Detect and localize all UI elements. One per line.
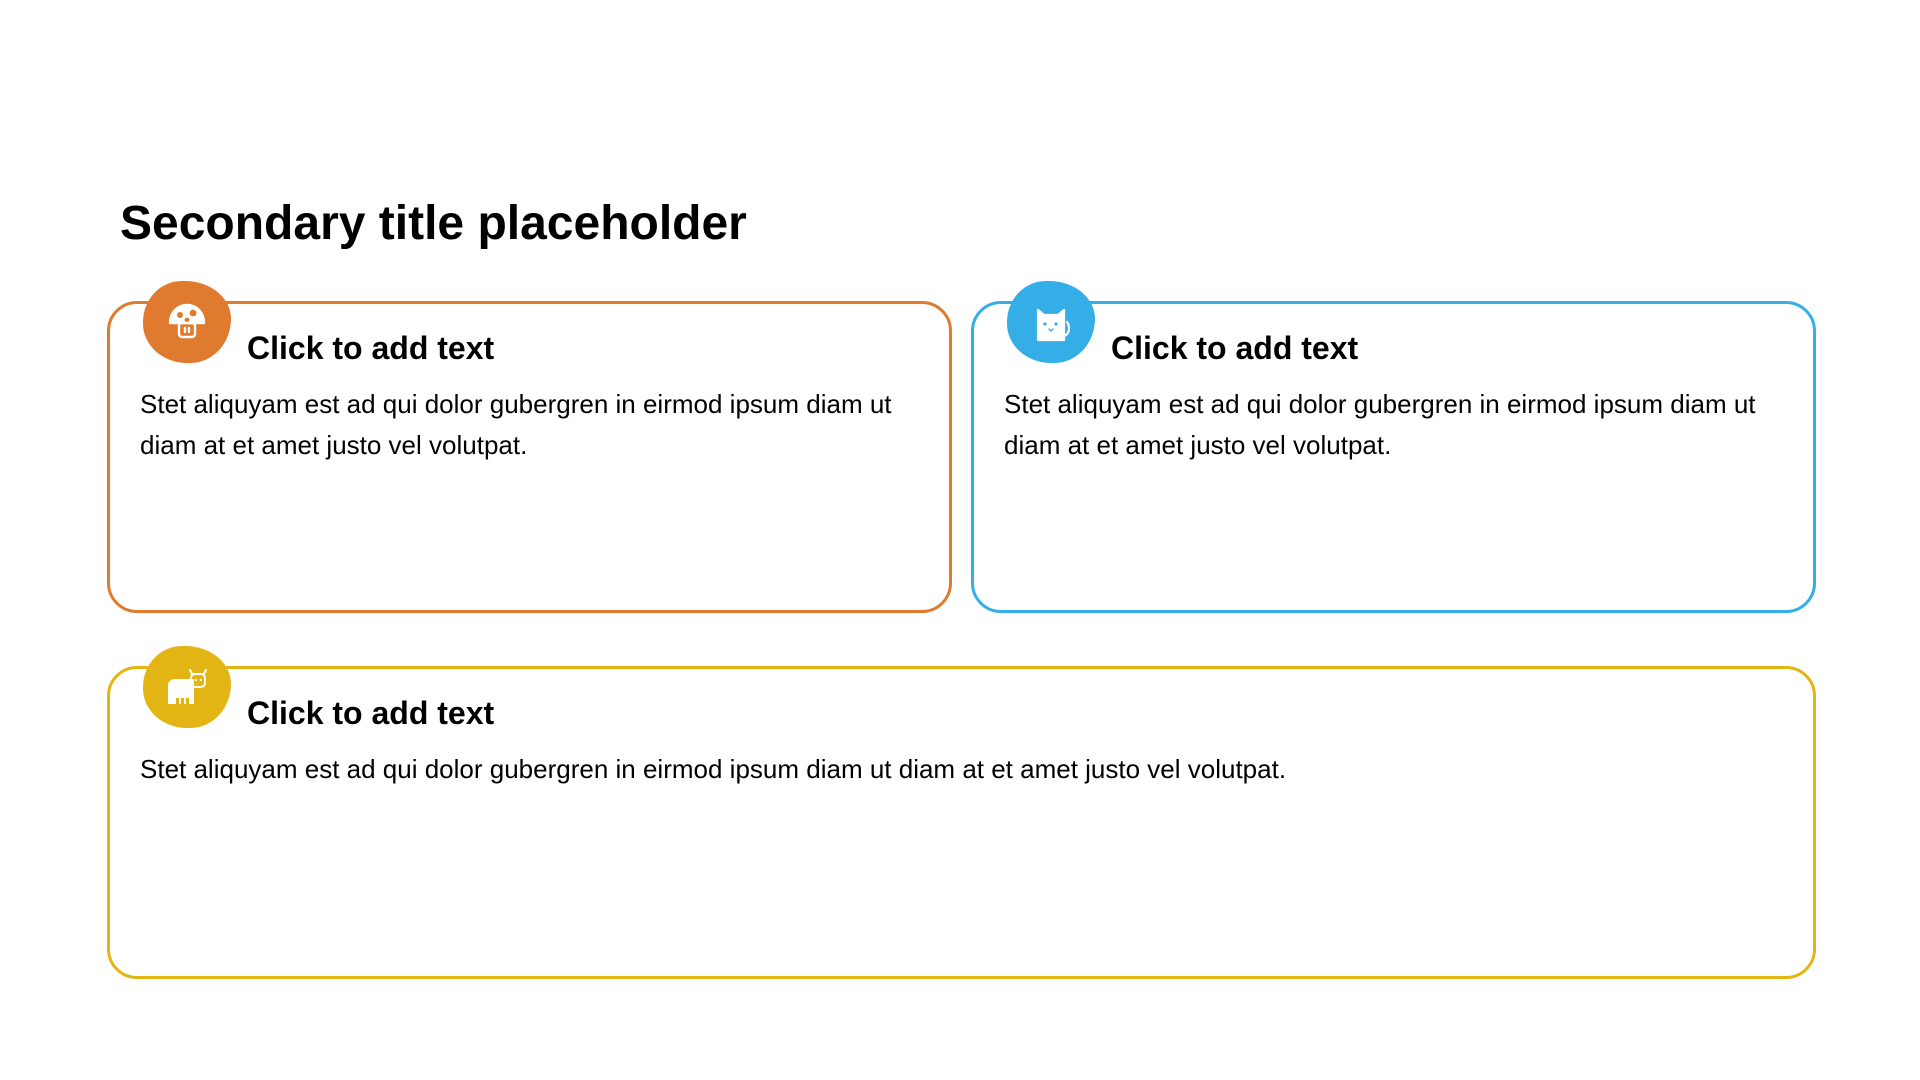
card-badge bbox=[143, 646, 231, 728]
cat-icon bbox=[1029, 300, 1073, 344]
card-body-text[interactable]: Stet aliquyam est ad qui dolor gubergren in eirmod ipsum diam ut diam at et amet justo vel volutpat. bbox=[140, 389, 892, 460]
card-body-text[interactable]: Stet aliquyam est ad qui dolor gubergren in eirmod ipsum diam ut diam at et amet justo vel volutpat. bbox=[140, 754, 1287, 784]
text-card-1[interactable] bbox=[107, 301, 952, 613]
card-badge bbox=[1007, 281, 1095, 363]
mushroom-icon bbox=[165, 300, 209, 344]
card-heading[interactable]: Click to add text bbox=[247, 695, 495, 731]
card-heading[interactable]: Click to add text bbox=[247, 330, 495, 366]
card-badge bbox=[143, 281, 231, 363]
text-card-2[interactable] bbox=[971, 301, 1816, 613]
card-body-text[interactable]: Stet aliquyam est ad qui dolor gubergren in eirmod ipsum diam ut diam at et amet justo vel volutpat. bbox=[1004, 389, 1756, 460]
card-heading[interactable]: Click to add text bbox=[1111, 330, 1359, 366]
cow-icon bbox=[165, 665, 209, 709]
text-card-3[interactable] bbox=[107, 666, 1816, 979]
page-title[interactable]: Secondary title placeholder bbox=[120, 197, 747, 250]
